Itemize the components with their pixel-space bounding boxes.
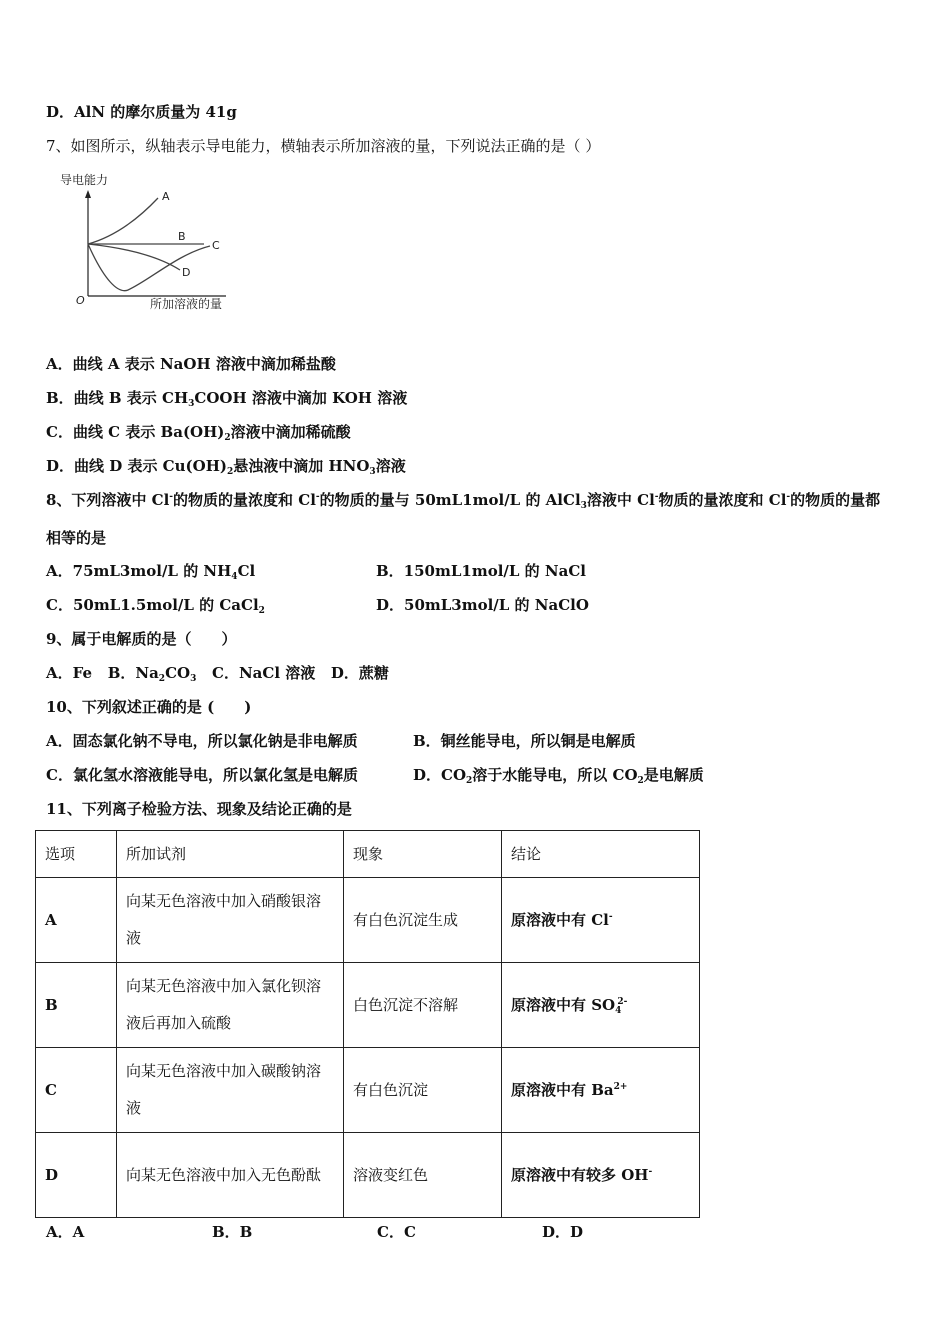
row-reagent: 向某无色溶液中加入碳酸钠溶液 bbox=[117, 1048, 344, 1133]
q8-stem-continued: 相等的是 bbox=[46, 529, 107, 547]
row-option: A bbox=[36, 878, 117, 963]
table-header-row bbox=[36, 831, 700, 878]
row-phenomenon: 溶液变红色 bbox=[344, 1133, 502, 1218]
q9-stem: 9、属于电解质的是（ ） bbox=[46, 630, 237, 648]
ion-test-table bbox=[35, 830, 700, 1218]
header-option: 选项 bbox=[36, 831, 117, 878]
row-reagent: 向某无色溶液中加入氯化钡溶液后再加入硫酸 bbox=[117, 963, 344, 1048]
table-row bbox=[36, 1133, 700, 1218]
header-phenomenon: 现象 bbox=[344, 831, 502, 878]
y-axis-label: 导电能力 bbox=[60, 173, 109, 187]
q8-option-b: B．150mL1mol/L 的 NaCl bbox=[376, 562, 586, 580]
q7-stem: 7、如图所示，纵轴表示导电能力，横轴表示所加溶液的量，下列说法正确的是（ ） bbox=[46, 137, 601, 155]
y-axis-arrow bbox=[85, 190, 91, 198]
row-phenomenon: 有白色沉淀生成 bbox=[344, 878, 502, 963]
q8-option-d: D．50mL3mol/L 的 NaClO bbox=[376, 596, 589, 614]
q9-option-c: C．NaCl 溶液 bbox=[212, 664, 316, 682]
header-conclusion: 结论 bbox=[502, 831, 700, 878]
q11-option-a: A．A bbox=[46, 1223, 85, 1241]
table-row bbox=[36, 878, 700, 963]
row-conclusion: 原溶液中有 Cl- bbox=[502, 878, 700, 963]
curve-a bbox=[88, 198, 158, 244]
x-axis-label: 所加溶液的量 bbox=[150, 297, 223, 311]
row-reagent: 向某无色溶液中加入无色酚酞 bbox=[117, 1133, 344, 1218]
row-option: D bbox=[36, 1133, 117, 1218]
q10-option-b: B．铜丝能导电，所以铜是电解质 bbox=[413, 732, 636, 750]
q7-option-a: A．曲线 A 表示 NaOH 溶液中滴加稀盐酸 bbox=[46, 355, 336, 373]
row-phenomenon: 有白色沉淀 bbox=[344, 1048, 502, 1133]
curve-c bbox=[88, 244, 210, 291]
q9-option-b: B．$Na_2CO_3$ bbox=[107, 664, 197, 684]
q7-option-b: B．曲线 B 表示 $CH_3COOH$ 溶液中滴加 KOH 溶液 bbox=[46, 389, 408, 409]
q11-option-c: C．C bbox=[377, 1223, 416, 1241]
q7-option-d: D．曲线 D 表示 $Cu(OH)_2$悬浊液中滴加 $HNO_3$溶液 bbox=[46, 457, 406, 477]
q8-option-c: C．50mL1.5mol/L 的 CaCl$_2$ bbox=[46, 596, 265, 616]
row-phenomenon: 白色沉淀不溶解 bbox=[344, 963, 502, 1048]
q10-option-a: A．固态氯化钠不导电，所以氯化钠是非电解质 bbox=[46, 732, 358, 750]
row-reagent: 向某无色溶液中加入硝酸银溶液 bbox=[117, 878, 344, 963]
curve-c-label: C bbox=[212, 239, 220, 252]
row-option: B bbox=[36, 963, 117, 1048]
row-conclusion: 原溶液中有 $Ba^{2+}$ bbox=[502, 1048, 700, 1133]
q11-stem: 11、下列离子检验方法、现象及结论正确的是 bbox=[46, 800, 352, 818]
row-conclusion: 原溶液中有较多 OH- bbox=[502, 1133, 700, 1218]
q10-option-d: D．$CO_2$溶于水能导电，所以 $CO_2$是电解质 bbox=[413, 766, 704, 786]
header-reagent: 所加试剂 bbox=[117, 831, 344, 878]
curve-a-label: A bbox=[162, 190, 170, 203]
conductivity-graph bbox=[46, 168, 246, 318]
q10-stem: 10、下列叙述正确的是 ( ) bbox=[46, 698, 252, 716]
q9-option-d: D．蔗糖 bbox=[330, 664, 389, 682]
q11-option-b: B．B bbox=[212, 1223, 253, 1241]
q11-option-d: D．D bbox=[542, 1223, 584, 1241]
q8-option-a: A．75mL3mol/L 的 $NH_4Cl$ bbox=[46, 562, 256, 582]
q10-option-c: C．氯化氢水溶液能导电，所以氯化氢是电解质 bbox=[46, 766, 358, 784]
origin-label: O bbox=[76, 294, 85, 307]
curve-b-label: B bbox=[178, 230, 186, 243]
q8-stem: 8、下列溶液中 Cl-的物质的量浓度和 Cl-的物质的量与 50mL1mol/L 的 AlCl$_3$溶液中 Cl-物质的量浓度和 Cl-的物质的量都 bbox=[46, 491, 881, 511]
q9-options bbox=[46, 663, 389, 683]
q7-figure bbox=[46, 168, 246, 318]
q7-option-c: C．曲线 C 表示 $Ba(OH)_2$溶液中滴加稀硫酸 bbox=[46, 423, 351, 443]
q6-option-d: D．AlN 的摩尔质量为 41g bbox=[46, 103, 237, 121]
q9-option-a: A．Fe bbox=[46, 664, 93, 682]
table-row bbox=[36, 963, 700, 1048]
row-option: C bbox=[36, 1048, 117, 1133]
row-conclusion: 原溶液中有 $SO_4^{2-}$ bbox=[502, 963, 700, 1048]
curve-d-label: D bbox=[182, 266, 191, 279]
table-row bbox=[36, 1048, 700, 1133]
